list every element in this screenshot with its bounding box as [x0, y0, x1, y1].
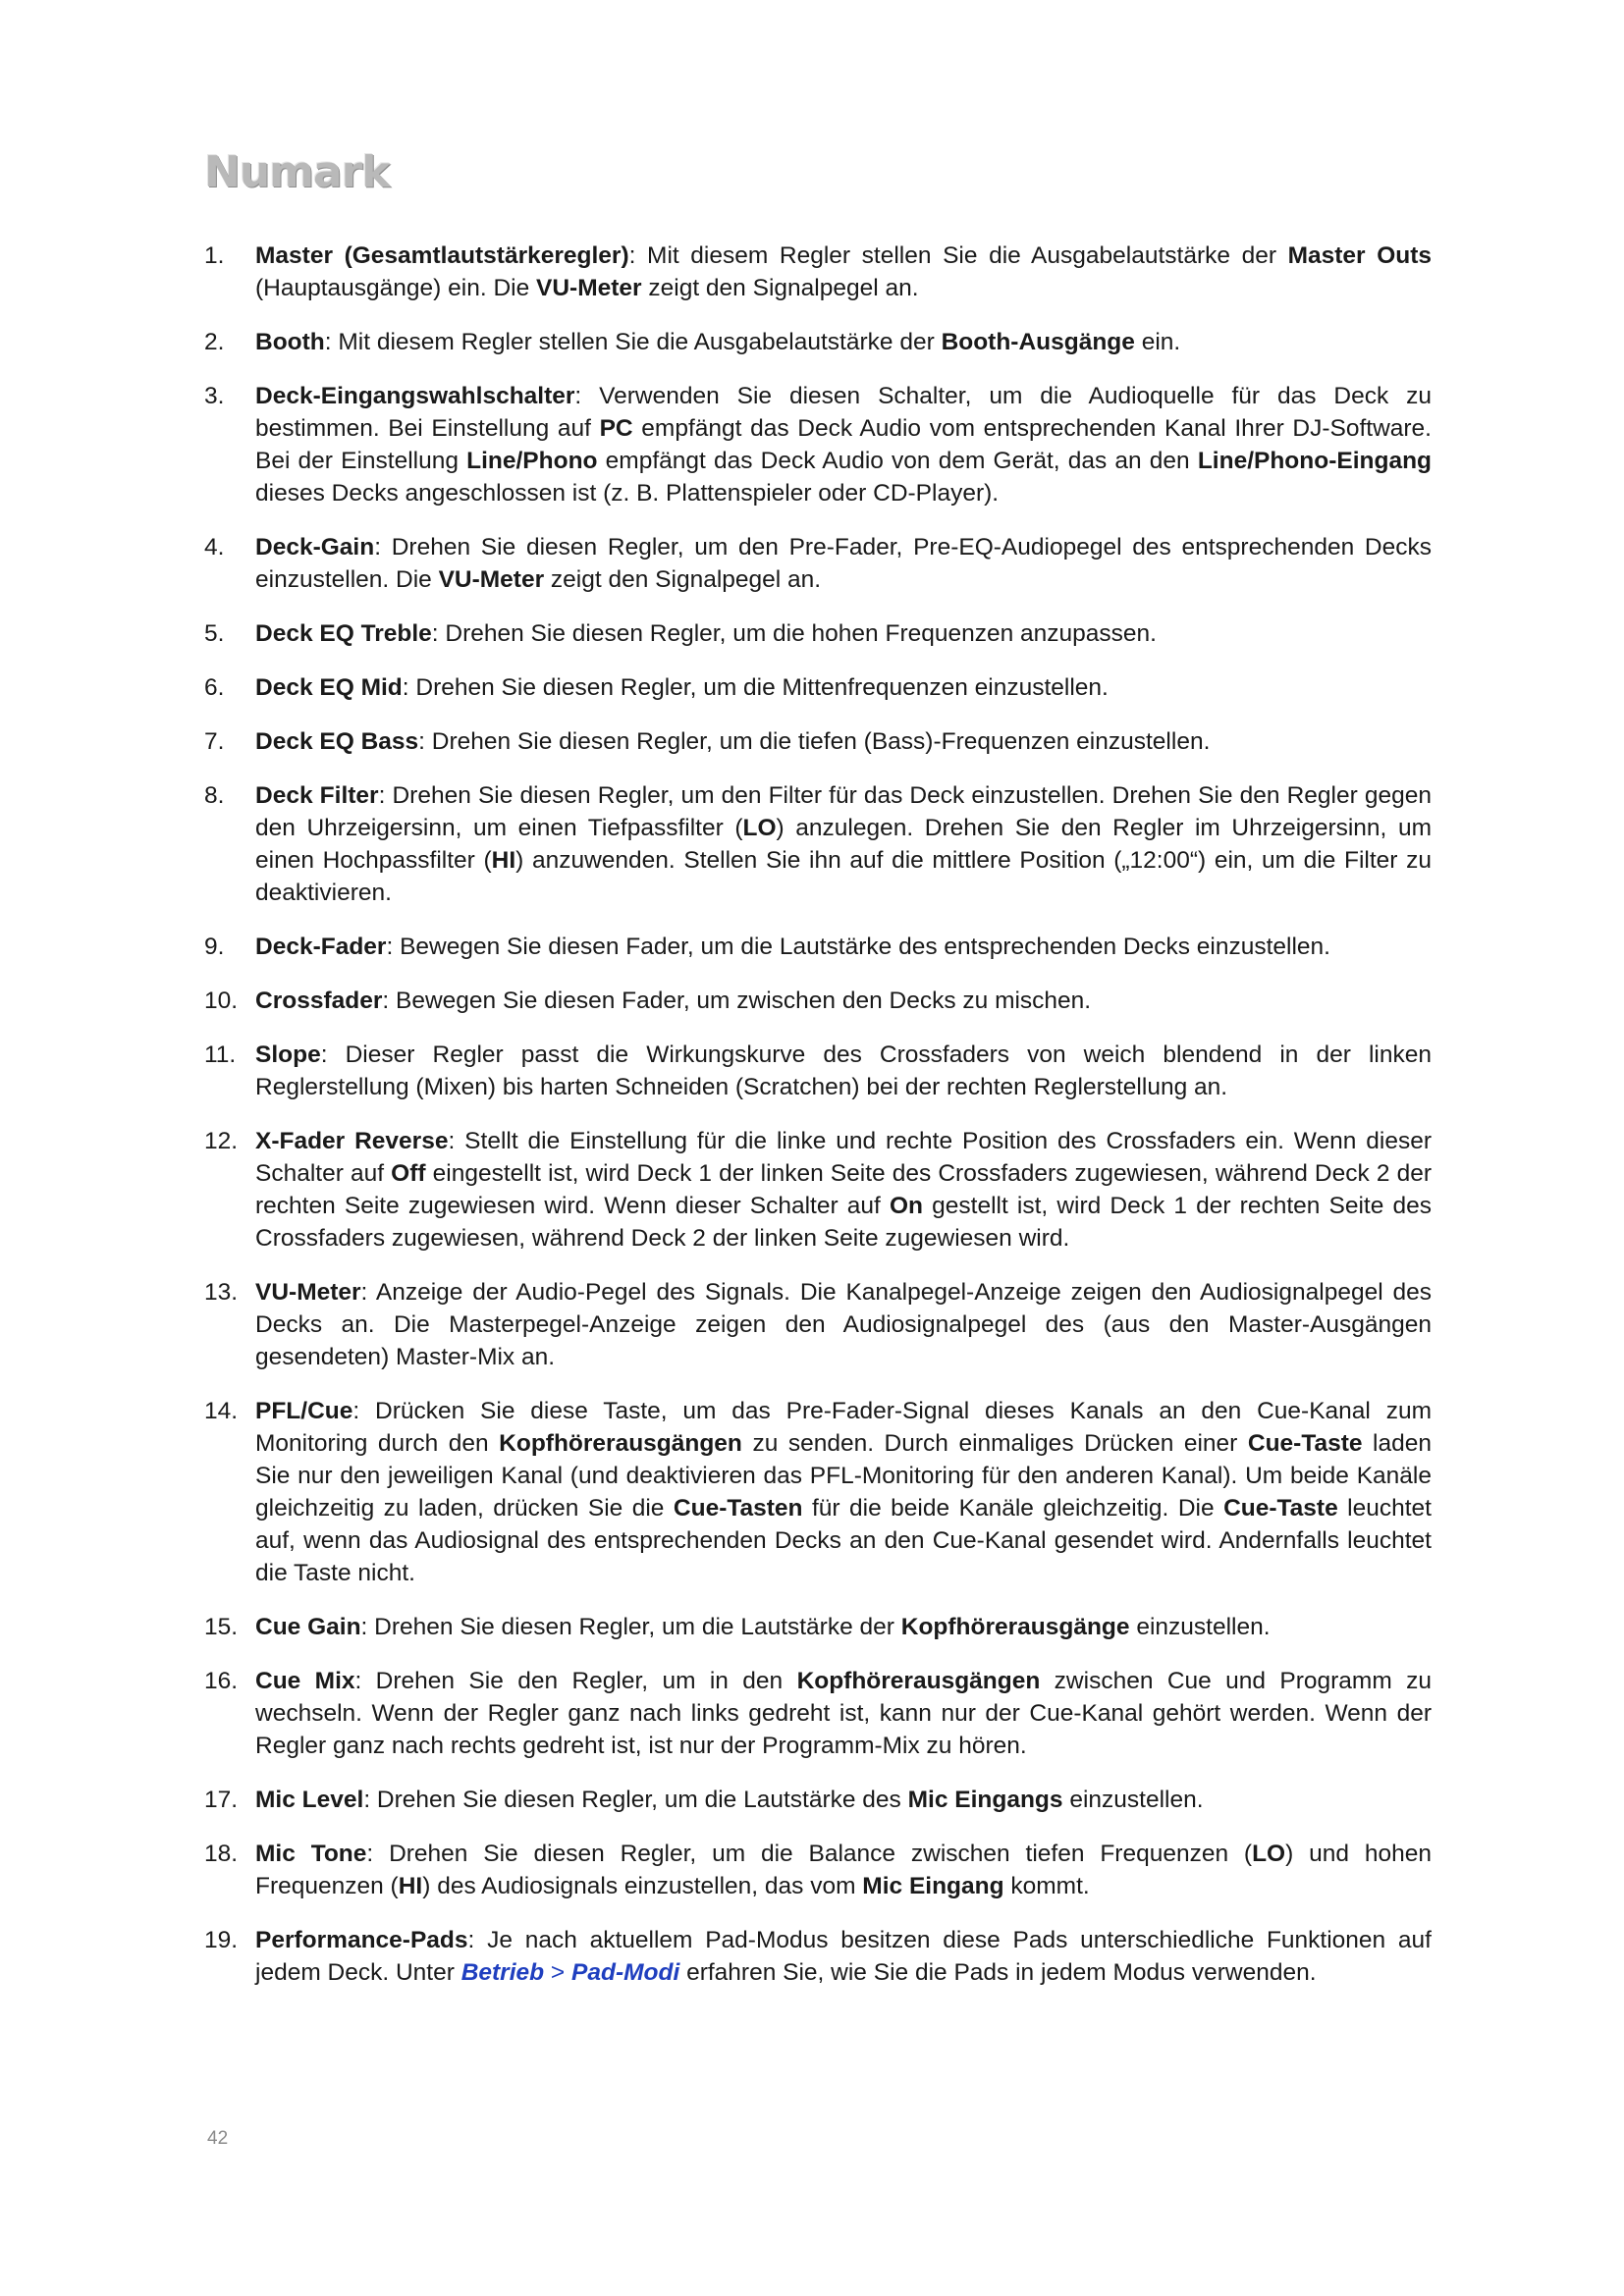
- bold-term: Deck-Eingangswahlschalter: [255, 383, 575, 409]
- list-item-number: 12.: [204, 1128, 239, 1154]
- text-run: (Hauptausgänge) ein. Die: [255, 275, 537, 301]
- list-item-number: 17.: [204, 1787, 239, 1813]
- text-run: : Drehen Sie diesen Regler, um die Balance zwischen tiefen Frequenzen (: [366, 1841, 1253, 1867]
- text-run: zeigt den Signalpegel an.: [641, 275, 919, 301]
- list-item: [204, 1276, 1432, 1373]
- text-run: zeigt den Signalpegel an.: [544, 566, 822, 593]
- list-item: [204, 1611, 1432, 1643]
- list-item-text: [255, 1128, 1432, 1252]
- bold-term: Cue-Tasten: [673, 1495, 803, 1522]
- list-item: [204, 1665, 1432, 1762]
- text-run: ) und hohen Frequenzen (: [255, 1841, 1432, 1899]
- text-run: : Stellt die Einstellung für die linke und rechte Position des Crossfaders ein. Wenn dieser Schalter auf: [255, 1128, 1432, 1187]
- bold-term: Deck-Gain: [255, 534, 375, 561]
- bold-term: Booth-Ausgänge: [941, 329, 1135, 355]
- bold-term: Cue-Taste: [1247, 1430, 1363, 1457]
- brand-logo: Numark: [204, 147, 390, 197]
- list-item-number: 6.: [204, 674, 225, 701]
- list-item: [204, 671, 1432, 704]
- text-run: : Drehen Sie den Regler, um in den: [354, 1668, 797, 1694]
- text-run: : Verwenden Sie diesen Schalter, um die Audioquelle für das Deck zu bestimmen. Bei Einstellung auf: [255, 383, 1432, 442]
- bold-term: Kopfhörerausgängen: [499, 1430, 742, 1457]
- list-item-text: [255, 620, 1157, 647]
- list-item-number: 18.: [204, 1841, 239, 1867]
- text-run: : Drücken Sie diese Taste, um das Pre-Fader-Signal dieses Kanals an den Cue-Kanal zum Monitoring durch den: [255, 1398, 1432, 1457]
- text-run: : Dieser Regler passt die Wirkungskurve des Crossfaders von weich blendend in der linken Reglerstellung (Mixen) bis harten Schneiden (Scratchen) bei der rechten Reglerstellung an.: [255, 1041, 1432, 1100]
- bold-term: LO: [1252, 1841, 1286, 1867]
- text-run: eingestellt ist, wird Deck 1 der linken Seite des Crossfaders zugewiesen, während Deck 2 der rechten Seite zugewiesen wird. Wenn dieser Schalter auf: [255, 1160, 1432, 1219]
- text-run: : Mit diesem Regler stellen Sie die Ausgabelautstärke der: [628, 242, 1288, 269]
- bold-term: Deck EQ Treble: [255, 620, 432, 647]
- bold-term: HI: [398, 1873, 423, 1899]
- list-item-number: 19.: [204, 1927, 239, 1953]
- text-run: empfängt das Deck Audio vom entsprechenden Kanal Ihrer DJ-Software. Bei der Einstellung: [255, 415, 1432, 474]
- text-run: : Drehen Sie diesen Regler, um die Lautstärke des: [363, 1787, 908, 1813]
- document-body: [204, 240, 1432, 2010]
- bold-term: PFL/Cue: [255, 1398, 353, 1424]
- list-item-number: 2.: [204, 329, 225, 355]
- bold-term: Crossfader: [255, 988, 383, 1014]
- bold-term: Kopfhörerausgänge: [900, 1614, 1130, 1640]
- text-run: ein.: [1134, 329, 1181, 355]
- text-run: laden Sie nur den jeweiligen Kanal (und deaktivieren das PFL-Monitoring für den anderen Kanal). Um beide Kanäle gleichzeitig zu laden, drücken Sie die: [255, 1430, 1432, 1522]
- list-item: [204, 617, 1432, 650]
- list-item: [204, 779, 1432, 909]
- bold-term: VU-Meter: [438, 566, 545, 593]
- text-run: erfahren Sie, wie Sie die Pads in jedem Modus verwenden.: [679, 1959, 1317, 1986]
- text-run: zwischen Cue und Programm zu wechseln. Wenn der Regler ganz nach links gedreht ist, kann nur der Cue-Kanal gehört werden. Wenn der Regler ganz nach rechts gedreht ist, ist nur der Programm-Mix zu hören.: [255, 1668, 1432, 1759]
- text-run: ) anzuwenden. Stellen Sie ihn auf die mittlere Position („12:00“) ein, um die Filter zu deaktivieren.: [255, 847, 1432, 906]
- bold-term: Off: [391, 1160, 426, 1187]
- list-item-text: [255, 674, 1109, 701]
- list-item-text: [255, 534, 1432, 593]
- list-item-number: 13.: [204, 1279, 239, 1306]
- list-item-text: [255, 1668, 1432, 1759]
- text-run: : Drehen Sie diesen Regler, um die tiefen (Bass)-Frequenzen einzustellen.: [418, 728, 1211, 755]
- text-run: : Drehen Sie diesen Regler, um den Filter für das Deck einzustellen. Drehen Sie den Regler gegen den Uhrzeigersinn, um einen Tiefpassfilter (: [255, 782, 1432, 841]
- list-item-number: 8.: [204, 782, 225, 809]
- bold-term: Master (Gesamtlautstärkeregler): [255, 242, 629, 269]
- list-item-text: [255, 242, 1432, 301]
- list-item-number: 1.: [204, 242, 225, 269]
- text-run: kommt.: [1003, 1873, 1090, 1899]
- text-run: zu senden. Durch einmaliges Drücken einer: [741, 1430, 1248, 1457]
- list-item-text: [255, 988, 1091, 1014]
- text-run: dieses Decks angeschlossen ist (z. B. Plattenspieler oder CD-Player).: [255, 480, 1000, 507]
- text-run: : Bewegen Sie diesen Fader, um zwischen den Decks zu mischen.: [382, 988, 1092, 1014]
- text-run: einzustellen.: [1062, 1787, 1204, 1813]
- bold-term: HI: [491, 847, 516, 874]
- cross-reference-link[interactable]: Betrieb: [460, 1959, 545, 1986]
- bold-term: Line/Phono-Eingang: [1197, 448, 1432, 474]
- text-run: einzustellen.: [1129, 1614, 1271, 1640]
- text-run: : Anzeige der Audio-Pegel des Signals. Die Kanalpegel-Anzeige zeigen den Audiosignalpegel des Decks an. Die Masterpegel-Anzeige zeigen den Audiosignalpegel des (aus den Master-Ausgängen gesendeten) Master-Mix an.: [255, 1279, 1432, 1370]
- list-item: [204, 326, 1432, 358]
- text-run: für die beide Kanäle gleichzeitig. Die: [802, 1495, 1224, 1522]
- page-number: 42: [207, 2128, 229, 2149]
- bold-term: Mic Tone: [255, 1841, 367, 1867]
- list-item: [204, 931, 1432, 963]
- list-item-number: 5.: [204, 620, 225, 647]
- text-run: ) des Audiosignals einzustellen, das vom: [422, 1873, 863, 1899]
- bold-term: LO: [742, 815, 777, 841]
- bold-term: Mic Eingang: [862, 1873, 1004, 1899]
- list-item: [204, 1395, 1432, 1589]
- bold-term: Line/Phono: [466, 448, 598, 474]
- bold-term: Deck-Fader: [255, 934, 387, 960]
- bold-term: Deck Filter: [255, 782, 379, 809]
- text-run: : Mit diesem Regler stellen Sie die Ausgabelautstärke der: [324, 329, 942, 355]
- list-item-number: 11.: [204, 1041, 237, 1068]
- list-item: [204, 1125, 1432, 1255]
- text-run: : Drehen Sie diesen Regler, um die hohen Frequenzen anzupassen.: [431, 620, 1157, 647]
- bold-term: Mic Eingangs: [907, 1787, 1063, 1813]
- text-run: ) anzulegen. Drehen Sie den Regler im Uhrzeigersinn, um einen Hochpassfilter (: [255, 815, 1432, 874]
- list-item: [204, 531, 1432, 596]
- list-item-number: 15.: [204, 1614, 239, 1640]
- list-item-number: 4.: [204, 534, 225, 561]
- text-run: empfängt das Deck Audio von dem Gerät, das an den: [597, 448, 1198, 474]
- text-run: : Je nach aktuellem Pad-Modus besitzen diese Pads unterschiedliche Funktionen auf jedem Deck. Unter: [255, 1927, 1432, 1986]
- bold-term: Master Outs: [1287, 242, 1432, 269]
- bold-term: VU-Meter: [536, 275, 642, 301]
- bold-term: X-Fader Reverse: [255, 1128, 449, 1154]
- text-run: leuchtet auf, wenn das Audiosignal des entsprechenden Decks an den Cue-Kanal gesendet wird. Andernfalls leuchtet die Taste nicht.: [255, 1495, 1432, 1586]
- list-item: [204, 985, 1432, 1017]
- bold-term: Cue Gain: [255, 1614, 361, 1640]
- list-item: [204, 380, 1432, 509]
- bold-term: Deck EQ Bass: [255, 728, 419, 755]
- feature-list: [204, 240, 1432, 1989]
- list-item: [204, 1039, 1432, 1103]
- cross-reference-link[interactable]: Pad-Modi: [571, 1959, 680, 1986]
- text-run: : Drehen Sie diesen Regler, um die Mittenfrequenzen einzustellen.: [402, 674, 1109, 701]
- bold-term: Cue-Taste: [1223, 1495, 1338, 1522]
- list-item-text: [255, 1279, 1432, 1370]
- bold-term: Cue Mix: [255, 1668, 355, 1694]
- bold-term: On: [889, 1193, 924, 1219]
- list-item: [204, 725, 1432, 758]
- list-item-number: 16.: [204, 1668, 239, 1694]
- list-item-text: [255, 383, 1432, 507]
- list-item-number: 10.: [204, 988, 239, 1014]
- bold-term: Deck EQ Mid: [255, 674, 403, 701]
- list-item-text: [255, 728, 1210, 755]
- list-item-number: 14.: [204, 1398, 239, 1424]
- text-run: : Bewegen Sie diesen Fader, um die Lautstärke des entsprechenden Decks einzustellen.: [386, 934, 1330, 960]
- breadcrumb-separator: >: [544, 1959, 572, 1986]
- bold-term: Kopfhörerausgängen: [796, 1668, 1041, 1694]
- list-item: [204, 1784, 1432, 1816]
- list-item-text: [255, 1787, 1204, 1813]
- list-item-text: [255, 782, 1432, 906]
- list-item: [204, 1838, 1432, 1902]
- list-item-number: 7.: [204, 728, 225, 755]
- list-item-text: [255, 1927, 1432, 1986]
- bold-term: VU-Meter: [255, 1279, 361, 1306]
- text-run: : Drehen Sie diesen Regler, um den Pre-Fader, Pre-EQ-Audiopegel des entsprechenden Decks einzustellen. Die: [255, 534, 1432, 593]
- text-run: gestellt ist, wird Deck 1 der rechten Seite des Crossfaders zugewiesen, während Deck 2 der linken Seite zugewiesen wird.: [255, 1193, 1432, 1252]
- list-item: [204, 240, 1432, 304]
- list-item-text: [255, 1614, 1271, 1640]
- bold-term: Mic Level: [255, 1787, 364, 1813]
- bold-term: Slope: [255, 1041, 321, 1068]
- list-item-text: [255, 1041, 1432, 1100]
- list-item: [204, 1924, 1432, 1989]
- text-run: : Drehen Sie diesen Regler, um die Lautstärke der: [360, 1614, 901, 1640]
- list-item-text: [255, 934, 1330, 960]
- list-item-number: 3.: [204, 383, 225, 409]
- bold-term: Booth: [255, 329, 325, 355]
- list-item-text: [255, 1841, 1432, 1899]
- list-item-text: [255, 329, 1180, 355]
- list-item-text: [255, 1398, 1432, 1586]
- bold-term: PC: [599, 415, 633, 442]
- list-item-number: 9.: [204, 934, 225, 960]
- bold-term: Performance-Pads: [255, 1927, 468, 1953]
